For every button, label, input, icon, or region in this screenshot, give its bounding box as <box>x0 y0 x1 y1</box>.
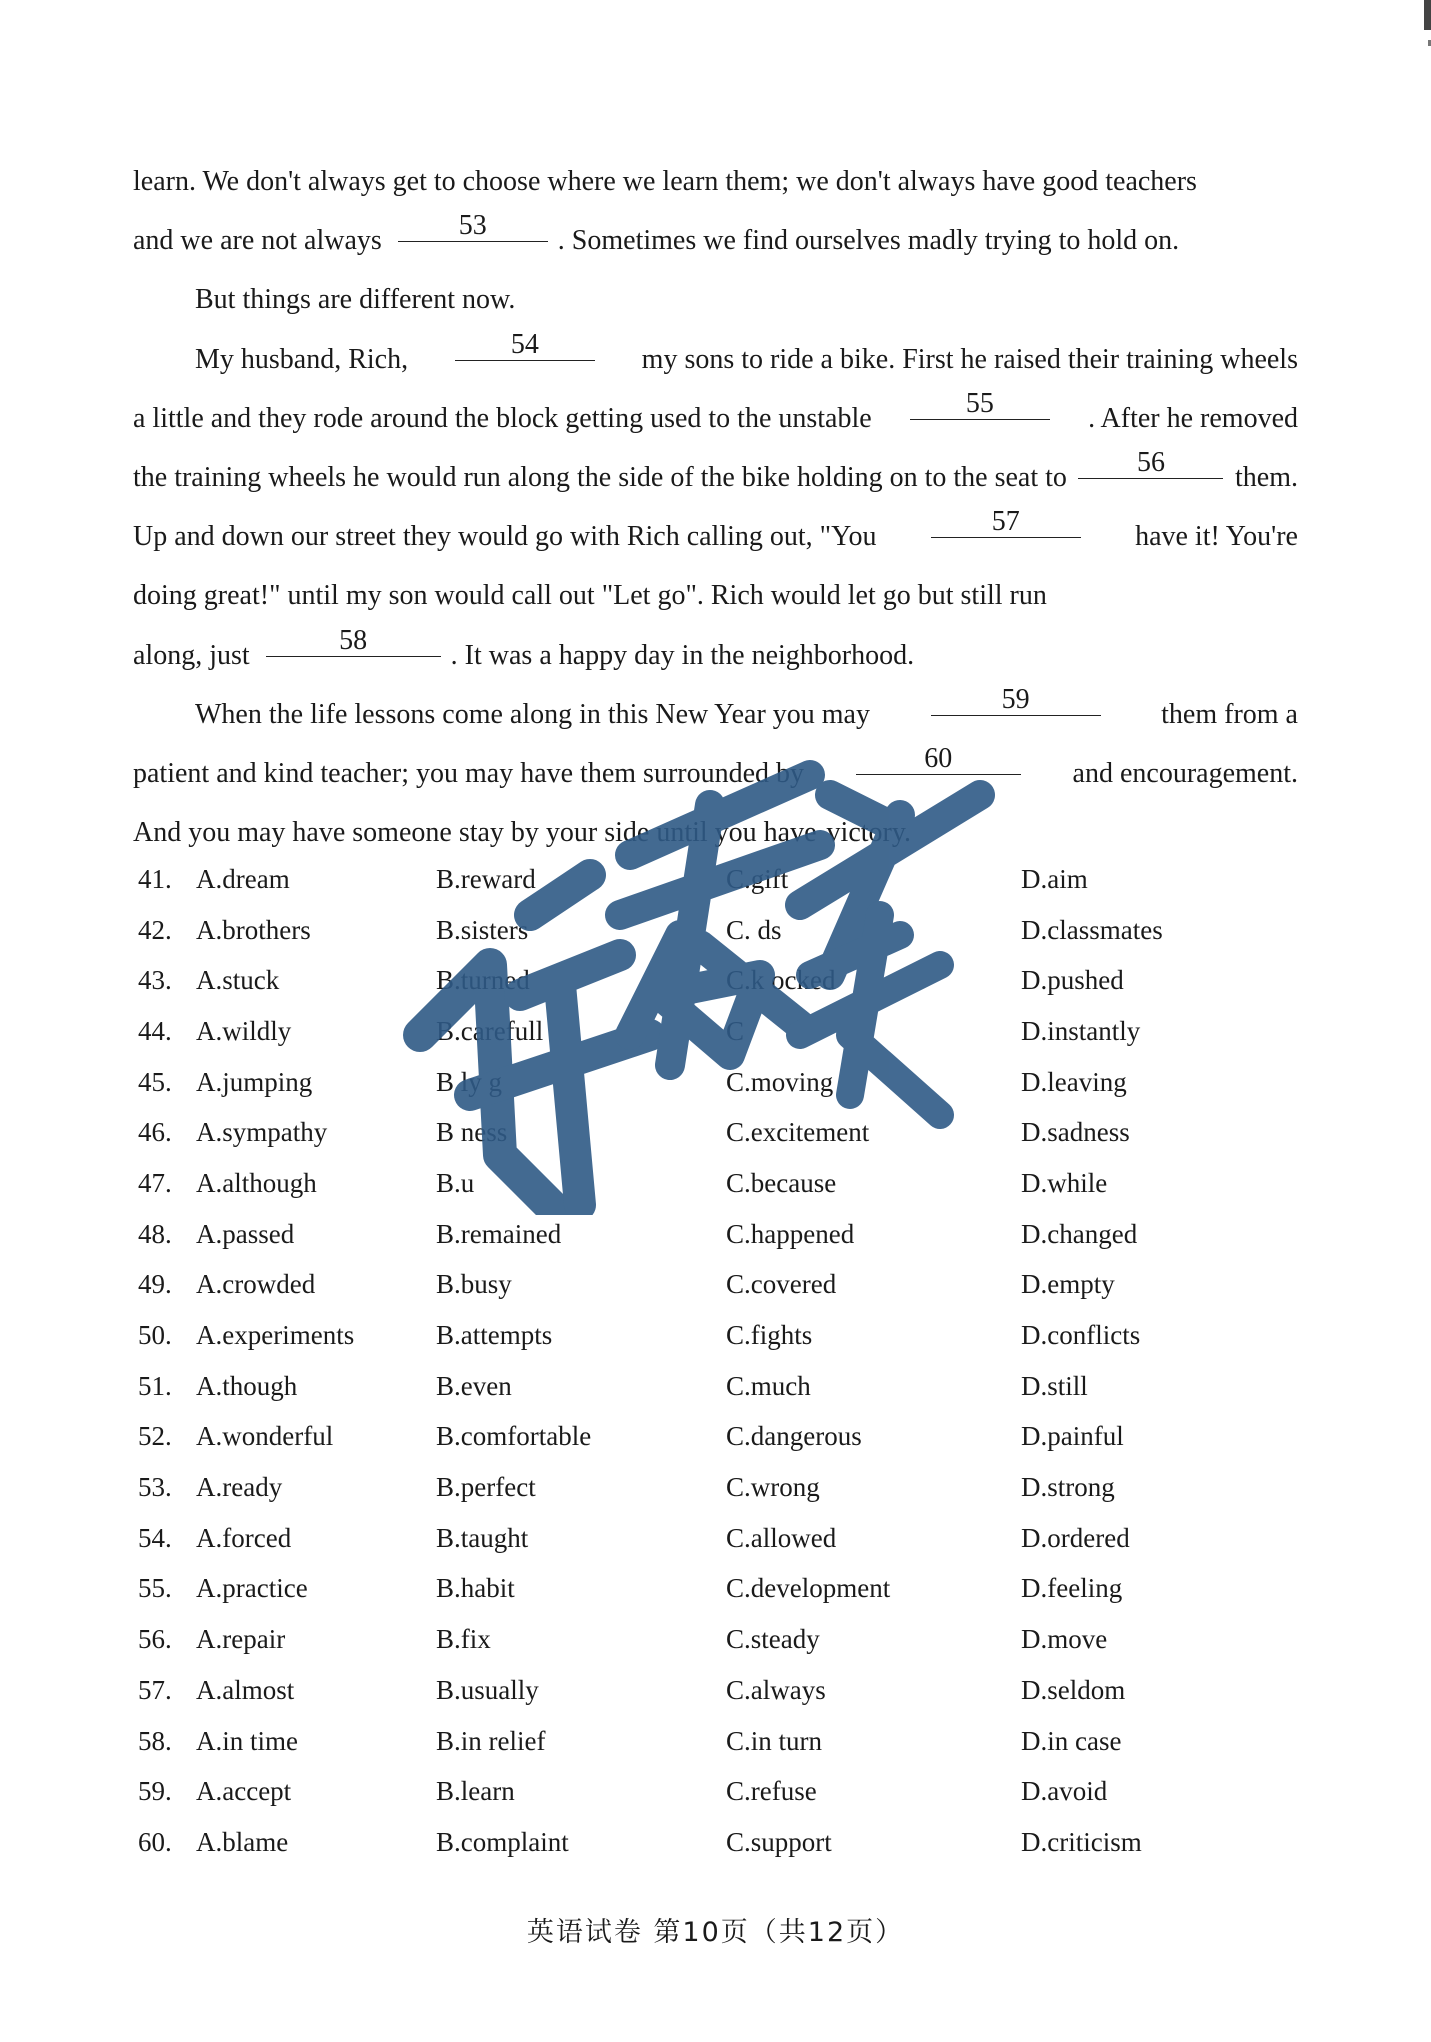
option-b: B.perfect <box>436 1472 536 1503</box>
option-a: A.passed <box>196 1218 295 1249</box>
question-number: 51. <box>138 1370 172 1401</box>
passage-text: But things are different now. <box>195 284 516 316</box>
option-a: A.though <box>196 1370 298 1401</box>
answer-blank-53: 53 <box>398 211 548 242</box>
option-a: A.stuck <box>196 965 280 996</box>
passage-text: have it! You're <box>1135 521 1298 553</box>
option-d: D.painful <box>1021 1421 1124 1452</box>
passage-line <box>133 507 1298 566</box>
question-row <box>138 1564 1298 1615</box>
answer-blank-55: 55 <box>910 389 1050 420</box>
answer-blank-60: 60 <box>856 744 1021 775</box>
question-number: 45. <box>138 1066 172 1097</box>
answer-blank-57: 57 <box>931 507 1081 538</box>
passage-text: doing great!" until my son would call out "Let go". Rich would let go but still run <box>133 580 1047 612</box>
passage-text: and encouragement. <box>1072 757 1298 789</box>
option-c: C.excitement <box>726 1117 870 1148</box>
option-d: D.while <box>1021 1167 1108 1198</box>
option-a: A.repair <box>196 1624 286 1655</box>
option-b: B ness <box>436 1117 508 1148</box>
option-d: D.still <box>1021 1370 1088 1401</box>
question-row <box>138 1158 1298 1209</box>
answer-blank-56: 56 <box>1078 448 1223 479</box>
option-a: A.almost <box>196 1674 295 1705</box>
option-d: D.move <box>1021 1624 1108 1655</box>
question-number: 42. <box>138 914 172 945</box>
option-b: B.u <box>436 1167 475 1198</box>
passage-line <box>133 685 1298 744</box>
option-b: B.sisters <box>436 914 529 945</box>
option-c: C.in turn <box>726 1725 823 1756</box>
passage-text: them from a <box>1161 698 1298 730</box>
question-row <box>138 1665 1298 1716</box>
answer-blank-58: 58 <box>266 626 441 657</box>
option-d: D.ordered <box>1021 1522 1130 1553</box>
question-row <box>138 1209 1298 1260</box>
passage-text: . Sometimes we find ourselves madly trying to hold on. <box>557 225 1180 257</box>
options-table <box>138 854 1298 1868</box>
question-row <box>138 1817 1298 1868</box>
option-b: B.habit <box>436 1573 515 1604</box>
option-a: A.jumping <box>196 1066 313 1097</box>
option-b: B ly g <box>436 1066 503 1097</box>
question-number: 49. <box>138 1269 172 1300</box>
passage-text: . It was a happy day in the neighborhood. <box>450 639 915 671</box>
option-c: C.allowed <box>726 1522 837 1553</box>
option-c: C.support <box>726 1826 832 1857</box>
question-number: 41. <box>138 863 172 894</box>
passage-text: patient and kind teacher; you may have them surrounded by <box>133 757 805 789</box>
question-row <box>138 905 1298 956</box>
option-b: B.in relief <box>436 1725 546 1756</box>
option-a: A.blame <box>196 1826 289 1857</box>
passage-text: them. <box>1234 461 1298 493</box>
option-b: B.fix <box>436 1624 491 1655</box>
option-c: C. ds <box>726 914 782 945</box>
question-number: 52. <box>138 1421 172 1452</box>
option-c: C.because <box>726 1167 837 1198</box>
option-a: A.experiments <box>196 1320 355 1351</box>
option-c: C.moving <box>726 1066 834 1097</box>
passage-line <box>133 330 1298 389</box>
option-b: B.remained <box>436 1218 562 1249</box>
question-number: 50. <box>138 1320 172 1351</box>
passage-text: along, just <box>133 639 250 671</box>
question-row <box>138 1057 1298 1108</box>
question-row <box>138 1513 1298 1564</box>
question-number: 43. <box>138 965 172 996</box>
option-d: D.feeling <box>1021 1573 1123 1604</box>
option-b: B.even <box>436 1370 512 1401</box>
question-number: 54. <box>138 1522 172 1553</box>
option-c: C <box>726 1015 745 1046</box>
option-a: A.forced <box>196 1522 292 1553</box>
passage-text: When the life lessons come along in this New Year you may <box>195 698 870 730</box>
option-c: C.refuse <box>726 1776 817 1807</box>
option-d: D.instantly <box>1021 1015 1141 1046</box>
option-b: B.reward <box>436 863 536 894</box>
option-b: B.turned <box>436 965 530 996</box>
passage-text: My husband, Rich, <box>195 343 409 375</box>
question-number: 57. <box>138 1674 172 1705</box>
option-b: B.taught <box>436 1522 529 1553</box>
passage-line <box>133 566 1298 625</box>
passage-text: a little and they rode around the block getting used to the unstable <box>133 402 872 434</box>
answer-blank-54: 54 <box>455 330 595 361</box>
scan-edge-mark <box>1424 0 1431 30</box>
question-number: 44. <box>138 1015 172 1046</box>
question-row <box>138 1310 1298 1361</box>
question-row <box>138 1766 1298 1817</box>
option-d: D.empty <box>1021 1269 1115 1300</box>
option-c: C.gift <box>726 863 789 894</box>
passage-text: the training wheels he would run along the side of the bike holding on to the seat to <box>133 461 1067 493</box>
option-c: C.fights <box>726 1320 813 1351</box>
option-d: D.changed <box>1021 1218 1138 1249</box>
question-row <box>138 1716 1298 1767</box>
question-row <box>138 1260 1298 1311</box>
option-d: D.leaving <box>1021 1066 1127 1097</box>
option-b: B.busy <box>436 1269 512 1300</box>
passage-line <box>133 448 1298 507</box>
passage-line <box>133 152 1298 211</box>
question-row <box>138 1107 1298 1158</box>
question-row <box>138 955 1298 1006</box>
question-row <box>138 1462 1298 1513</box>
passage-text: my sons to ride a bike. First he raised their training wheels <box>641 343 1298 375</box>
passage-line <box>133 211 1298 270</box>
question-row <box>138 1006 1298 1057</box>
passage-text: Up and down our street they would go with Rich calling out, "You <box>133 521 877 553</box>
option-d: D.conflicts <box>1021 1320 1141 1351</box>
option-d: D.classmates <box>1021 914 1163 945</box>
option-a: A.accept <box>196 1776 292 1807</box>
passage-line <box>133 626 1298 685</box>
option-d: D.criticism <box>1021 1826 1142 1857</box>
option-a: A.wildly <box>196 1015 292 1046</box>
question-number: 59. <box>138 1776 172 1807</box>
passage-line <box>133 389 1298 448</box>
question-number: 60. <box>138 1826 172 1857</box>
option-c: C.dangerous <box>726 1421 862 1452</box>
option-b: B.learn <box>436 1776 515 1807</box>
question-row <box>138 854 1298 905</box>
passage-text: victory. <box>826 817 912 849</box>
option-a: A.crowded <box>196 1269 316 1300</box>
question-number: 48. <box>138 1218 172 1249</box>
option-c: C.steady <box>726 1624 820 1655</box>
question-number: 58. <box>138 1725 172 1756</box>
option-b: B.complaint <box>436 1826 569 1857</box>
option-a: A.ready <box>196 1472 283 1503</box>
option-b: B.carefull <box>436 1015 544 1046</box>
question-number: 53. <box>138 1472 172 1503</box>
passage-text: and we are not always <box>133 225 382 257</box>
option-a: A.dream <box>196 863 290 894</box>
passage-line <box>133 744 1298 803</box>
option-c: C.always <box>726 1674 826 1705</box>
option-c: C.wrong <box>726 1472 820 1503</box>
option-a: A.in time <box>196 1725 298 1756</box>
option-c: C.development <box>726 1573 891 1604</box>
option-b: B.comfortable <box>436 1421 592 1452</box>
page-footer: 英语试卷 第10页（共12页） <box>526 1917 905 1948</box>
answer-blank-59: 59 <box>931 685 1101 716</box>
option-a: A.practice <box>196 1573 308 1604</box>
question-number: 56. <box>138 1624 172 1655</box>
option-b: B.attempts <box>436 1320 553 1351</box>
option-d: D.avoid <box>1021 1776 1108 1807</box>
passage-text: And you may have someone stay by your side until you have <box>133 817 817 849</box>
option-a: A.sympathy <box>196 1117 328 1148</box>
option-a: A.wonderful <box>196 1421 334 1452</box>
question-row <box>138 1412 1298 1463</box>
option-d: D.aim <box>1021 863 1088 894</box>
question-number: 55. <box>138 1573 172 1604</box>
option-b: B.usually <box>436 1674 539 1705</box>
option-c: C.happened <box>726 1218 855 1249</box>
passage-line <box>133 270 1298 329</box>
option-d: D.sadness <box>1021 1117 1130 1148</box>
passage-text: learn. We don't always get to choose where we learn them; we don't always have good teachers <box>133 166 1197 197</box>
question-number: 47. <box>138 1167 172 1198</box>
option-d: D.strong <box>1021 1472 1115 1503</box>
option-c: C.covered <box>726 1269 837 1300</box>
option-c: C.much <box>726 1370 811 1401</box>
option-a: A.brothers <box>196 914 311 945</box>
option-d: D.seldom <box>1021 1674 1126 1705</box>
passage-text: . After he removed <box>1088 402 1298 434</box>
cloze-passage <box>133 152 1298 862</box>
question-row <box>138 1614 1298 1665</box>
option-d: D.in case <box>1021 1725 1122 1756</box>
option-c: C.k ocked <box>726 965 836 996</box>
option-d: D.pushed <box>1021 965 1124 996</box>
question-row <box>138 1361 1298 1412</box>
option-a: A.although <box>196 1167 317 1198</box>
question-number: 46. <box>138 1117 172 1148</box>
